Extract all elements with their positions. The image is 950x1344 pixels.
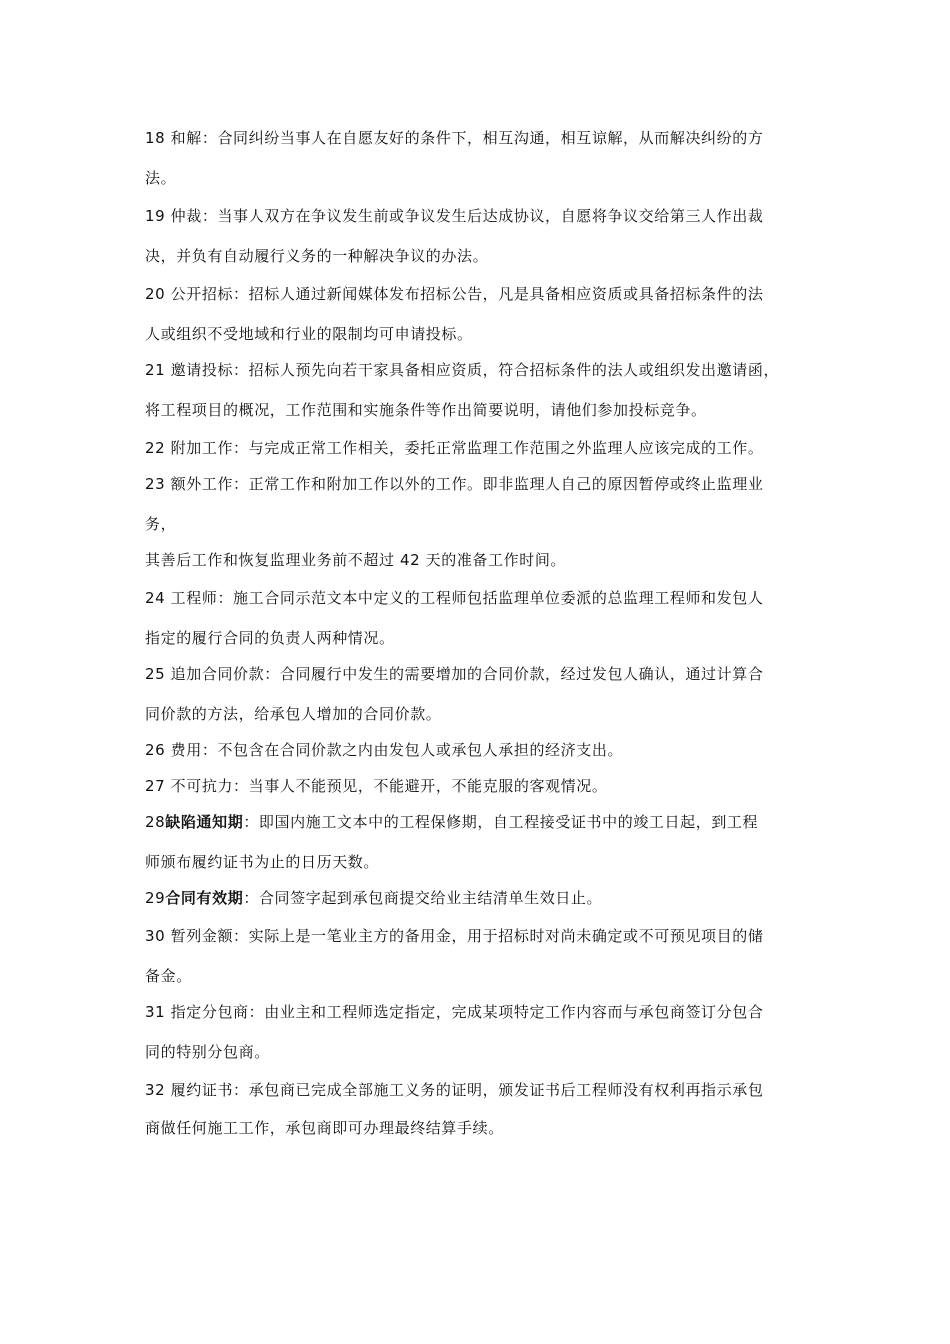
text-line: 21 邀请投标：招标人预先向若干家具备相应资质，符合招标条件的法人或组织发出邀请函， [145, 361, 780, 379]
text-line: 27 不可抗力：当事人不能预见，不能避开，不能克服的客观情况。 [145, 777, 608, 795]
text-line: 同的特别分包商。 [145, 1043, 270, 1061]
text-line: 30 暂列金额：实际上是一笔业主方的备用金，用于招标时对尚未确定或不可预见项目的储 [145, 927, 764, 945]
text-line: 商做任何施工工作，承包商即可办理最终结算手续。 [145, 1119, 504, 1137]
text-line: 19 仲裁：当事人双方在争议发生前或争议发生后达成协议，自愿将争议交给第三人作出裁 [145, 207, 764, 225]
text-line: 22 附加工作：与完成正常工作相关，委托正常监理工作范围之外监理人应该完成的工作。 [145, 439, 764, 457]
term-definition: ：即国内施工文本中的工程保修期，自工程接受证书中的竣工日起，到工程 [243, 813, 759, 831]
text-line [145, 812, 825, 832]
text-line: 同价款的方法，给承包人增加的合同价款。 [145, 705, 442, 723]
text-line: 23 额外工作：正常工作和附加工作以外的工作。即非监理人自己的原因暂停或终止监理业 [145, 475, 764, 493]
term-number: 29 [145, 889, 166, 907]
text-line: 决，并负有自动履行义务的一种解决争议的办法。 [145, 247, 489, 265]
text-line: 人或组织不受地域和行业的限制均可申请投标。 [145, 325, 473, 343]
text-line: 师颁布履约证书为止的日历天数。 [145, 853, 380, 871]
text-line: 20 公开招标：招标人通过新闻媒体发布招标公告，凡是具备相应资质或具备招标条件的法 [145, 285, 764, 303]
term-title: 合同有效期 [165, 889, 244, 907]
text-line: 其善后工作和恢复监理业务前不超过 42 天的准备工作时间。 [145, 551, 567, 569]
term-number: 28 [145, 813, 166, 831]
text-line: 26 费用：不包含在合同价款之内由发包人或承包人承担的经济支出。 [145, 741, 624, 759]
text-line: 25 追加合同价款：合同履行中发生的需要增加的合同价款，经过发包人确认，通过计算合 [145, 665, 764, 683]
text-line: 18 和解：合同纠纷当事人在自愿友好的条件下，相互沟通，相互谅解，从而解决纠纷的方 [145, 129, 764, 147]
text-line: 将工程项目的概况，工作范围和实施条件等作出简要说明，请他们参加投标竞争。 [145, 401, 707, 419]
text-line: 31 指定分包商：由业主和工程师选定指定，完成某项特定工作内容而与承包商签订分包合 [145, 1003, 764, 1021]
text-line: 32 履约证书：承包商已完成全部施工义务的证明，颁发证书后工程师没有权利再指示承包 [145, 1081, 764, 1099]
term-title: 缺陷通知期 [165, 813, 244, 831]
text-line: 务， [145, 515, 177, 533]
term-definition: ：合同签字起到承包商提交给业主结清单生效日止。 [243, 889, 603, 907]
text-line: 备金。 [145, 967, 192, 985]
text-line [145, 888, 825, 908]
text-line: 指定的履行合同的负责人两种情况。 [145, 629, 395, 647]
text-line: 法。 [145, 169, 177, 187]
text-line: 24 工程师：施工合同示范文本中定义的工程师包括监理单位委派的总监理工程师和发包人 [145, 589, 764, 607]
